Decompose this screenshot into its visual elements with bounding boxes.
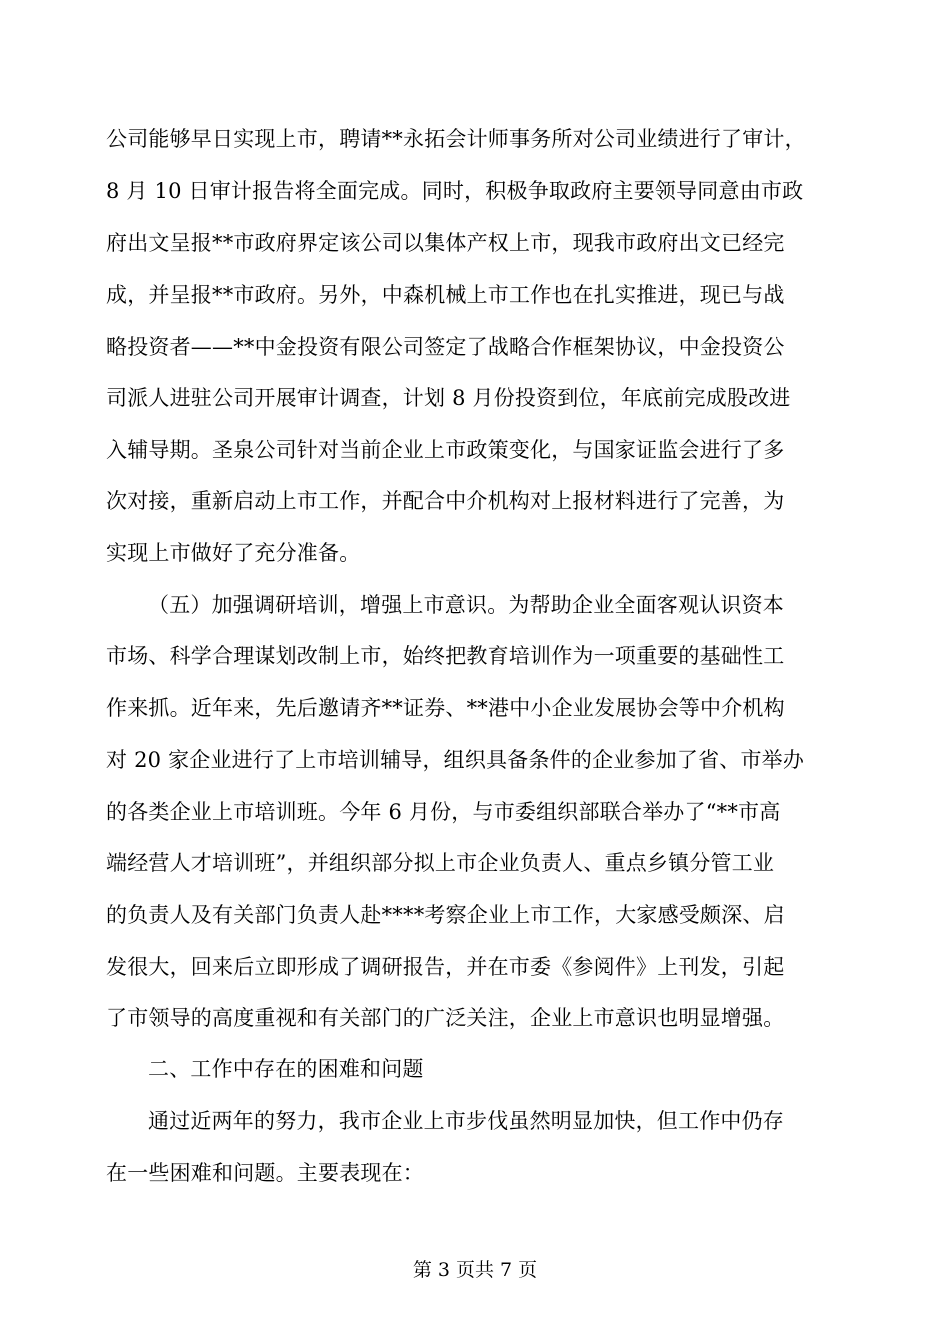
body-text-line: 司派人进驻公司开展审计调查，计划 8 月份投资到位，年底前完成股改进	[106, 386, 791, 410]
body-text-line: 在一些困难和问题。主要表现在：	[106, 1161, 424, 1185]
body-text-line: 了市领导的高度重视和有关部门的广泛关注，企业上市意识也明显增强。	[106, 1006, 785, 1030]
body-text-line: 府出文呈报**市政府界定该公司以集体产权上市，现我市政府出文已经完	[106, 231, 785, 255]
body-text-line: 略投资者——**中金投资有限公司签定了战略合作框架协议，中金投资公	[106, 335, 785, 359]
body-text-line: 的负责人及有关部门负责人赴****考察企业上市工作，大家感受颇深、启	[106, 903, 785, 927]
body-text-line: 实现上市做好了充分准备。	[106, 541, 361, 565]
body-text-line: 成，并呈报**市政府。另外，中森机械上市工作也在扎实推进，现已与战	[106, 283, 785, 307]
body-text-line: 的各类企业上市培训班。今年 6 月份，与市委组织部联合举办了“**市高	[106, 800, 781, 824]
body-text-line: 公司能够早日实现上市，聘请**永拓会计师事务所对公司业绩进行了审计，	[106, 127, 806, 151]
body-text-line: 对 20 家企业进行了上市培训辅导，组织具备条件的企业参加了省、市举办	[106, 748, 805, 772]
body-text-line: 端经营人才培训班”，并组织部分拟上市企业负责人、重点乡镇分管工业	[106, 851, 775, 875]
body-text-line: 8 月 10 日审计报告将全面完成。同时，积极争取政府主要领导同意由市政	[106, 179, 804, 203]
body-text-line: 作来抓。近年来，先后邀请齐**证券、**港中小企业发展协会等中介机构	[106, 696, 785, 720]
body-text-line: 发很大，回来后立即形成了调研报告，并在市委《参阅件》上刊发，引起	[106, 955, 785, 979]
body-text-line: 通过近两年的努力，我市企业上市步伐虽然明显加快，但工作中仍存	[148, 1109, 784, 1133]
page-number-footer: 第 3 页共 7 页	[412, 1259, 538, 1281]
section-heading-two: 二、工作中存在的困难和问题	[148, 1057, 424, 1081]
body-text-line: 次对接，重新启动上市工作，并配合中介机构对上报材料进行了完善，为	[106, 489, 785, 513]
body-text-line: 市场、科学合理谋划改制上市，始终把教育培训作为一项重要的基础性工	[106, 644, 785, 668]
body-text-line: 入辅导期。圣泉公司针对当前企业上市政策变化，与国家证监会进行了多	[106, 438, 785, 462]
section-heading-five: （五）加强调研培训，增强上市意识。为帮助企业全面客观认识资本	[148, 593, 784, 617]
